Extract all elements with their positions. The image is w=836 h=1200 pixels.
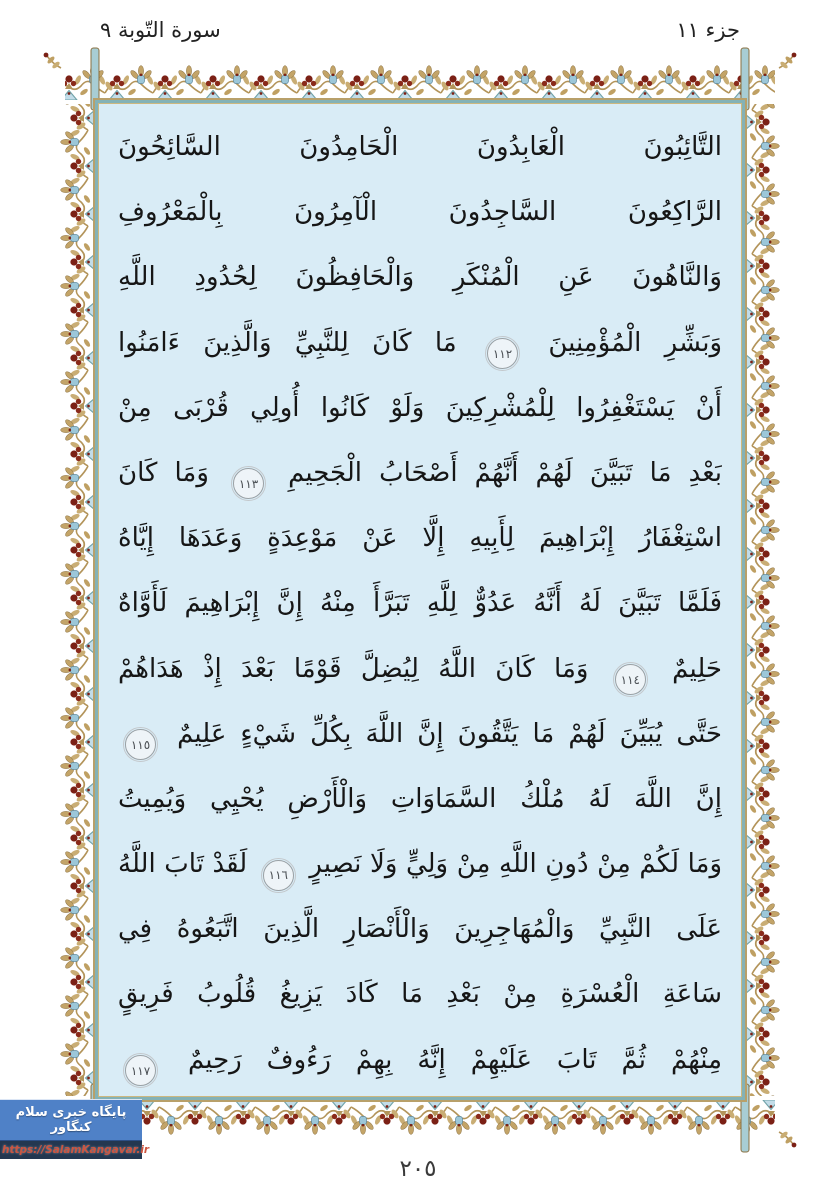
quran-line: [118, 962, 722, 1027]
watermark-site-url[interactable]: https://SalamKangavar.ir: [0, 1141, 142, 1159]
ayah-text: حَلِيمٌ: [672, 653, 722, 684]
quran-line: [118, 897, 722, 962]
quran-line: [118, 832, 722, 897]
quran-line: [118, 506, 722, 571]
ayah-text: سَاعَةِ الْعُسْرَةِ مِنْ بَعْدِ مَا كَادَ يَزِيغُ قُلُوبُ فَرِيقٍ: [118, 979, 722, 1010]
watermark-site-name: پایگاه خبری سلام کنگاور: [0, 1099, 142, 1141]
quran-line: [118, 702, 722, 767]
quran-line: [118, 571, 722, 636]
quran-line: [118, 376, 722, 441]
ayah-text: فَلَمَّا تَبَيَّنَ لَهُ أَنَّهُ عَدُوٌّ لِلَّهِ تَبَرَّأَ مِنْهُ إِنَّ إِبْرَاهِيمَ لَأَوَّاهٌ: [118, 588, 722, 619]
ayah-end-medallion: [233, 468, 264, 499]
quran-line: [118, 767, 722, 832]
ayah-text: وَالنَّاهُونَ عَنِ الْمُنْكَرِ وَالْحَافِظُونَ لِحُدُودِ اللَّهِ: [118, 262, 722, 293]
ayah-end-medallion: [263, 860, 294, 891]
ayah-end-medallion: [125, 1055, 156, 1086]
ayah-end-medallion: [615, 664, 646, 695]
ayah-text: الرَّاكِعُونَ السَّاجِدُونَ الْآمِرُونَ بِالْمَعْرُوفِ: [118, 197, 722, 228]
quran-line: [118, 245, 722, 310]
quran-line: [118, 637, 722, 702]
juz-label: جزء ١١: [676, 18, 740, 42]
ayah-number: ١١٧: [130, 1063, 151, 1078]
ayah-text: وَبَشِّرِ الْمُؤْمِنِينَ: [548, 327, 722, 358]
page-number: ٢٠٥: [399, 1156, 437, 1182]
watermark: [0, 1099, 150, 1159]
ayah-number: ١١٢: [492, 346, 513, 361]
ayah-number: ١١٣: [238, 476, 259, 491]
quran-line: [118, 441, 722, 506]
text-panel: [95, 100, 745, 1100]
ayah-end-medallion: [125, 729, 156, 760]
ayah-text: لَقَدْ تَابَ اللَّهُ: [118, 849, 248, 880]
ayah-end-medallion: [487, 338, 518, 369]
quran-line: [118, 180, 722, 245]
ayah-text: مَا كَانَ لِلنَّبِيِّ وَالَّذِينَ ءَامَنُوا: [118, 327, 457, 358]
quran-text-block: [118, 115, 722, 1087]
ayah-text: إِنَّ اللَّهَ لَهُ مُلْكُ السَّمَاوَاتِ وَالْأَرْضِ يُحْيِي وَيُمِيتُ: [118, 783, 722, 814]
surah-title: سورة التّوبة ٩: [100, 18, 221, 42]
ayah-text: اسْتِغْفَارُ إِبْرَاهِيمَ لِأَبِيهِ إِلَّا عَنْ مَوْعِدَةٍ وَعَدَهَا إِيَّاهُ: [118, 523, 722, 554]
quran-line: [118, 1028, 722, 1093]
ayah-text: أَنْ يَسْتَغْفِرُوا لِلْمُشْرِكِينَ وَلَوْ كَانُوا أُولِي قُرْبَى مِنْ: [118, 392, 722, 423]
ayah-number: ١١٦: [268, 868, 288, 883]
ayah-text: وَمَا كَانَ اللَّهُ لِيُضِلَّ قَوْمًا بَعْدَ إِذْ هَدَاهُمْ: [118, 653, 589, 684]
ayah-text: مِنْهُمْ ثُمَّ تَابَ عَلَيْهِمْ إِنَّهُ بِهِمْ رَءُوفٌ رَحِيمٌ: [187, 1044, 722, 1075]
quran-line: [118, 311, 722, 376]
ayah-text: بَعْدِ مَا تَبَيَّنَ لَهُمْ أَنَّهُمْ أَصْحَابُ الْجَحِيمِ: [288, 457, 722, 488]
ayah-text: وَمَا كَانَ: [118, 457, 209, 488]
decorated-frame: [57, 62, 783, 1138]
ayah-text: التَّائِبُونَ الْعَابِدُونَ الْحَامِدُونَ السَّائِحُونَ: [118, 132, 722, 162]
ayah-number: ١١٤: [620, 672, 640, 687]
ayah-text: وَمَا لَكُمْ مِنْ دُونِ اللَّهِ مِنْ وَلِيٍّ وَلَا نَصِيرٍ: [309, 849, 722, 880]
ayah-number: ١١٥: [130, 737, 151, 752]
quran-line: [118, 115, 722, 180]
ayah-text: حَتَّى يُبَيِّنَ لَهُمْ مَا يَتَّقُونَ إِنَّ اللَّهَ بِكُلِّ شَيْءٍ عَلِيمٌ: [177, 718, 722, 749]
ayah-text: عَلَى النَّبِيِّ وَالْمُهَاجِرِينَ وَالْأَنْصَارِ الَّذِينَ اتَّبَعُوهُ فِي: [118, 914, 722, 945]
